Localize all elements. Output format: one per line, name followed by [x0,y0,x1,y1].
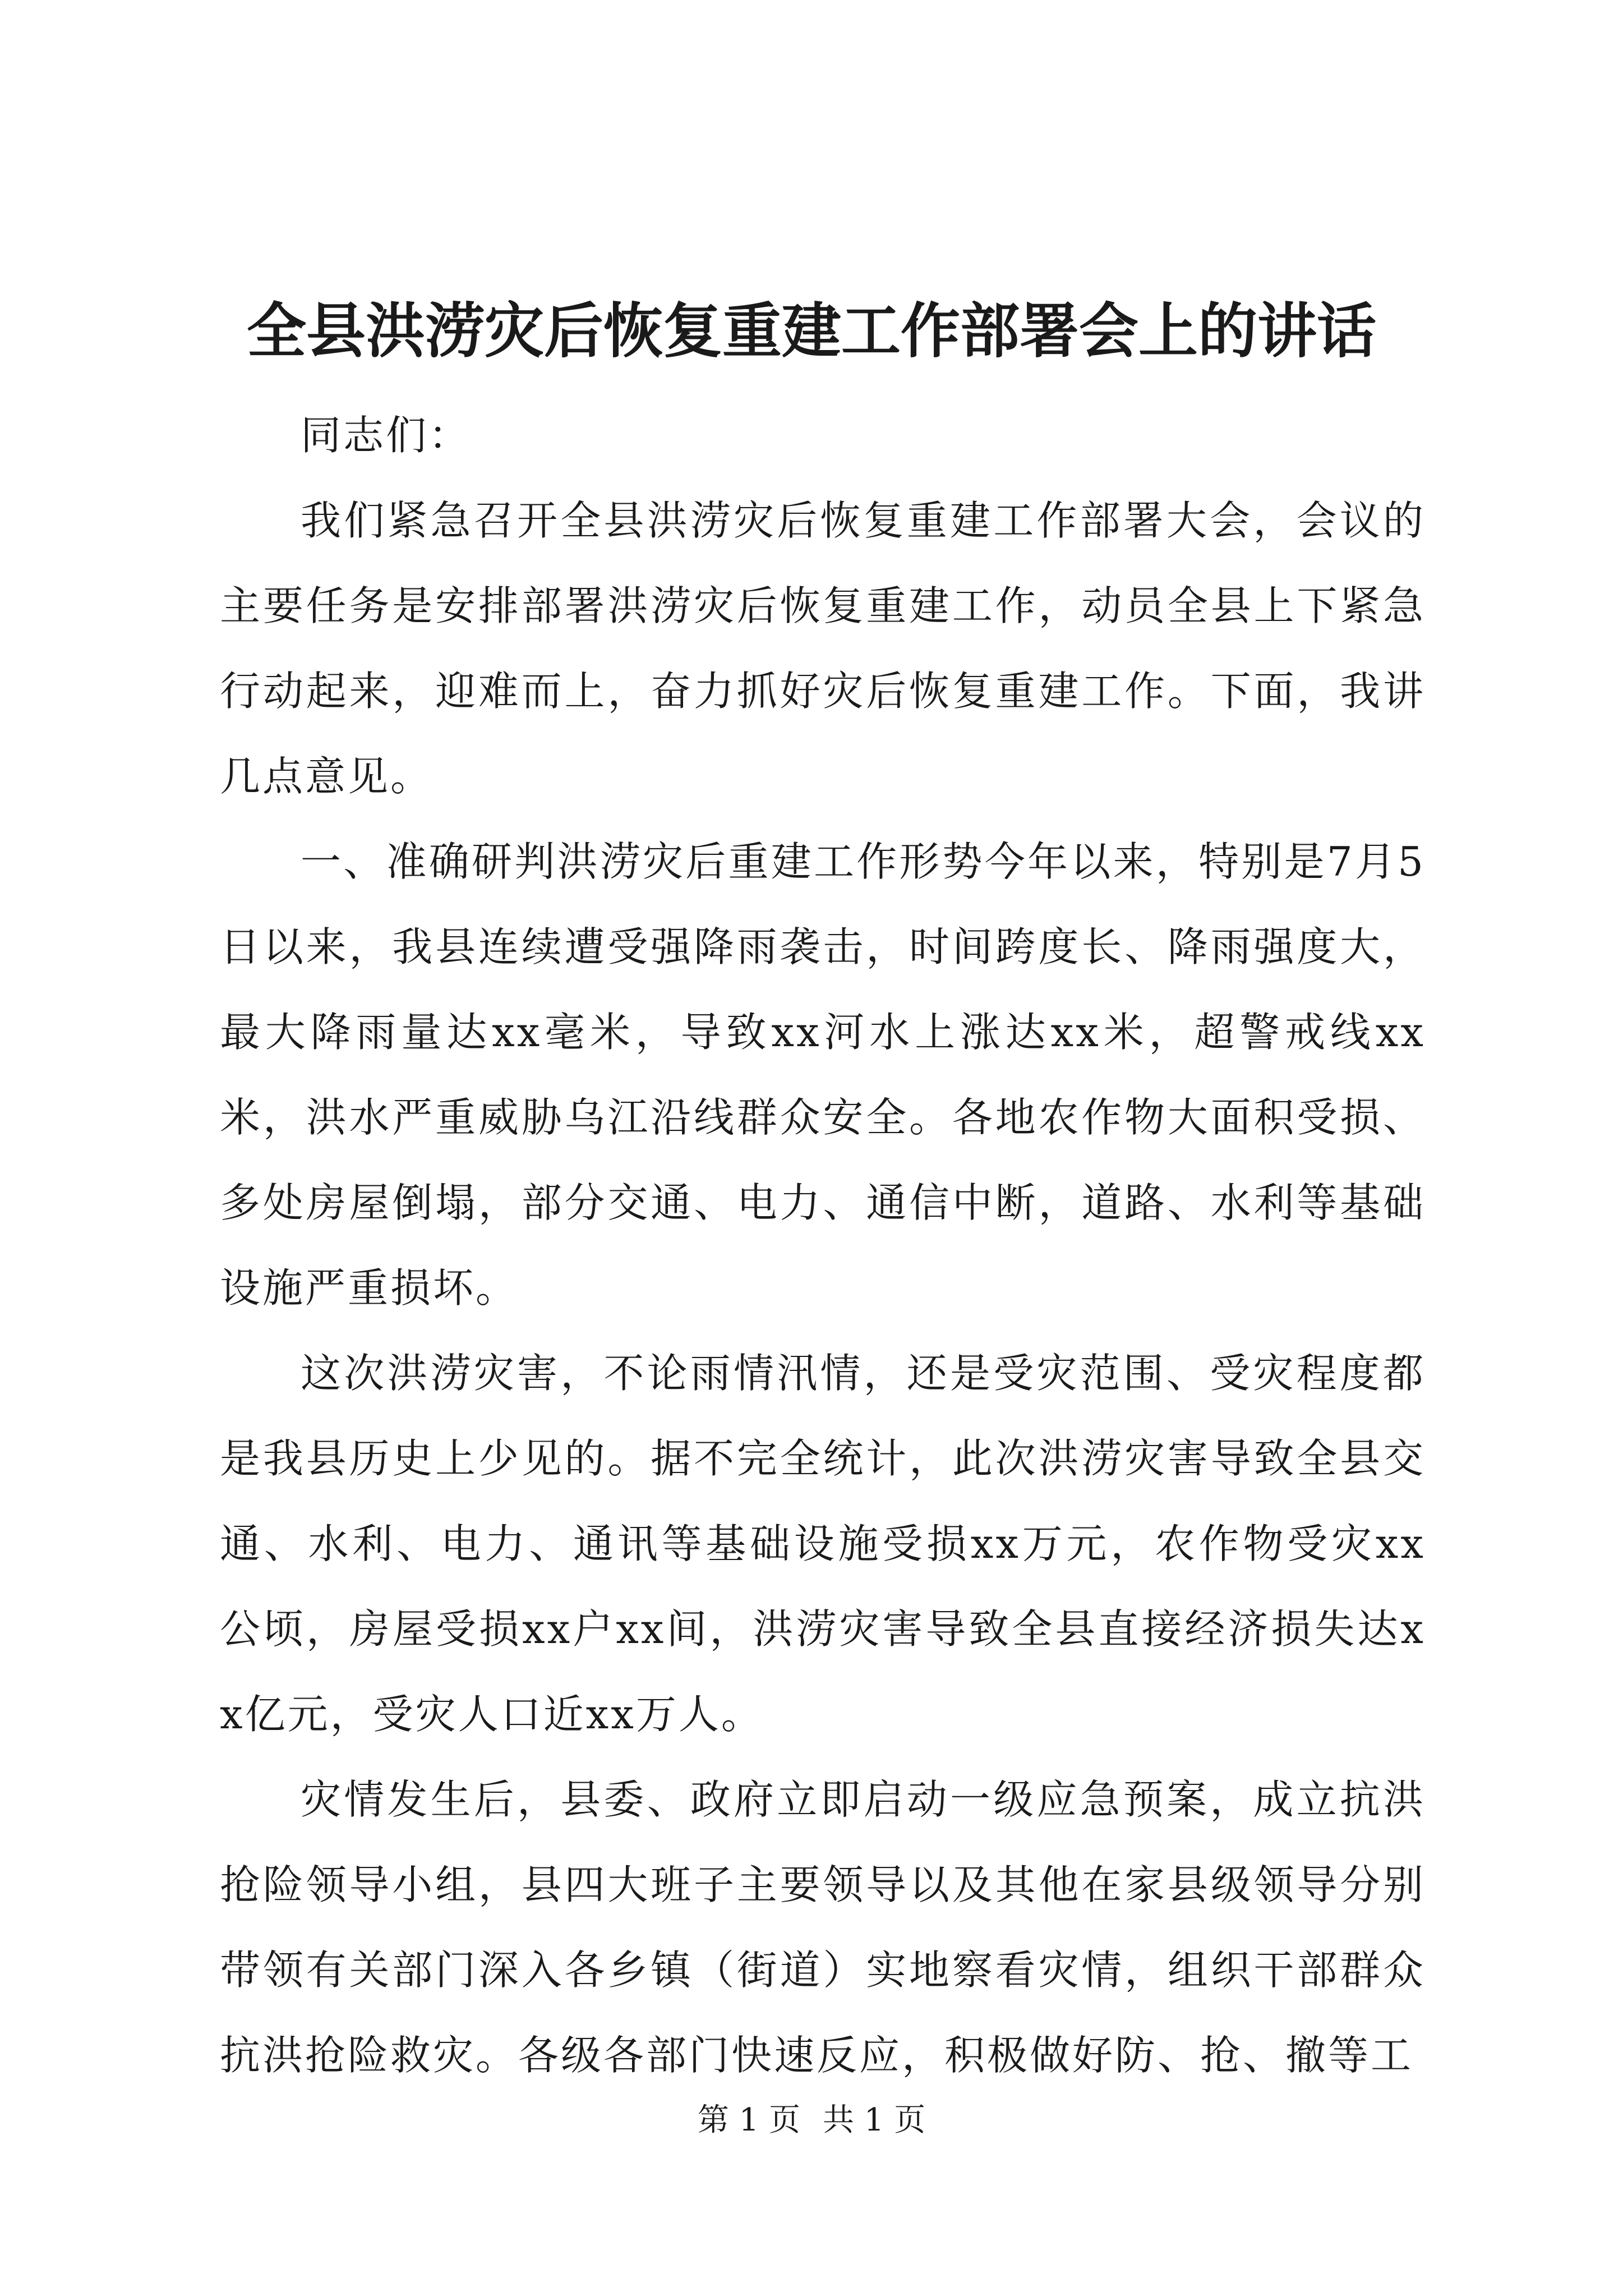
page-number-total: 共 1 页 [823,2102,926,2138]
paragraph-intro: 我们紧急召开全县洪涝灾后恢复重建工作部署大会，会议的主要任务是安排部署洪涝灾后恢复重建工作，动员全县上下紧急行动起来，迎难而上，奋力抓好灾后恢复重建工作。下面，我讲几点意见。 [220,497,1426,800]
paragraph-response: 灾情发生后，县委、政府立即启动一级应急预案，成立抗洪抢险领导小组，县四大班子主要领导以及其他在家县级领导分别带领有关部门深入各乡镇（街道）实地察看灾情，组织干部群众抗洪抢险救灾。各级各部门快速反应，积极做好防、抢、撤等工 [220,1776,1426,2079]
page-footer [0,2098,1623,2143]
paragraph-disaster-stats: 这次洪涝灾害，不论雨情汛情，还是受灾范围、受灾程度都是我县历史上少见的。据不完全统计，此次洪涝灾害导致全县交通、水利、电力、通讯等基础设施受损xx万元，农作物受灾xx公顷，房屋受损xx户xx间，洪涝灾害导致全县直接经济损失达xx亿元，受灾人口近xx万人。 [220,1350,1426,1738]
document-title: 全县洪涝灾后恢复重建工作部署会上的讲话 [247,296,1376,366]
paragraph-section-one: 一、准确研判洪涝灾后重建工作形势今年以来，特别是7月5日以来，我县连续遭受强降雨袭击，时间跨度长、降雨强度大，最大降雨量达xx毫米，导致xx河水上涨达xx米，超警戒线xx米，洪水严重威胁乌江沿线群众安全。各地农作物大面积受损、多处房屋倒塌，部分交通、电力、通信中断，道路、水利等基础设施严重损坏。 [220,838,1426,1312]
salutation: 同志们： [301,412,472,459]
document-body [220,393,1426,2098]
page-number-current: 第 1 页 [697,2102,800,2138]
